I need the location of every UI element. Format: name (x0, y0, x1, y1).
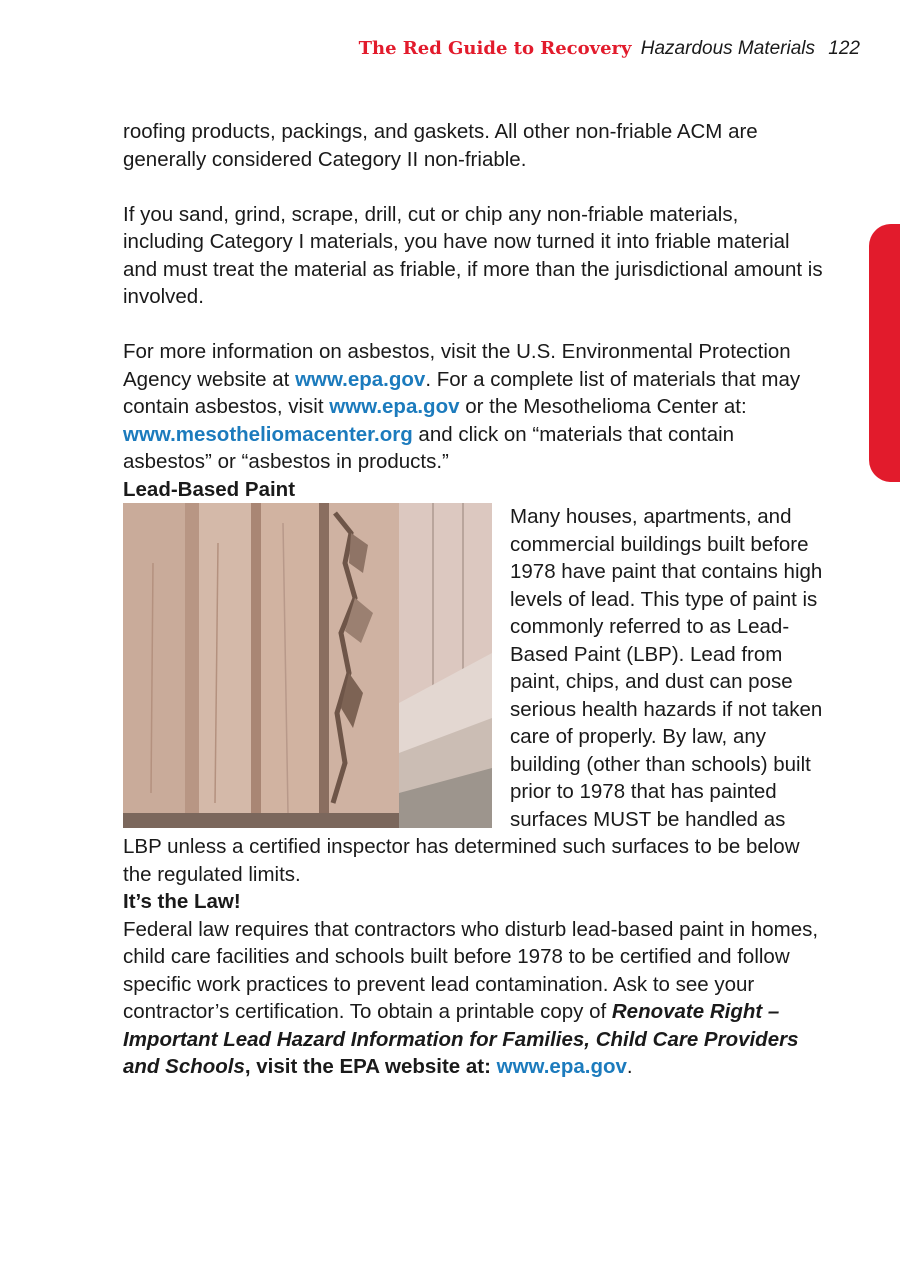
text-run: or the Mesothelioma Center at: (459, 395, 747, 418)
lead-paint-block (123, 503, 823, 888)
page-body (123, 118, 823, 1081)
epa-link[interactable]: www.epa.gov (496, 1055, 627, 1078)
text-run: Federal law requires that contractors who disturb lead-based paint in homes, child care facilities and schools built before 1978 to be certified and follow specific work practices to prevent lead contamination. Ask to see your contractor’s certification. To obtain a printable copy of (123, 917, 819, 1023)
paragraph-asbestos-info (123, 338, 823, 476)
lead-paint-heading: Lead-Based Paint (123, 477, 296, 501)
epa-link[interactable]: www.epa.gov (329, 395, 460, 418)
renovate-right-title: Renovate Right – Important Lead Hazard Information for Families, Child Care Providers and Schools (123, 1000, 799, 1078)
section-title: Hazardous Materials (640, 38, 816, 59)
text-run: . (626, 1055, 633, 1078)
guide-title: The Red Guide to Recovery (358, 38, 632, 59)
lead-paint-text: Many houses, apartments, and commercial buildings built before 1978 have paint that contains high levels of lead. This type of paint is commonly referred to as Lead-Based Paint (LBP). Lead from paint, chips, and dust can pose serious health hazards if not taken care of properly. By law, any building (other than schools) built prior to 1978 that has painted surfaces MUST be handled as LBP unless a certified inspector has determined such surfaces to be below the regulated limits. (123, 505, 823, 886)
paragraph-friable-warning: If you sand, grind, scrape, drill, cut or chip any non-friable materials, including Category I materials, you have now turned it into friable material and must treat the material as friable, if more than the jurisdictional amount is involved. (123, 202, 823, 308)
law-heading: It’s the Law! (123, 890, 241, 913)
epa-link[interactable]: www.epa.gov (295, 367, 426, 391)
paragraph-acm-categories: roofing products, packings, and gaskets. All other non-friable ACM are generally considered Category II non-friable. (123, 120, 758, 171)
peeling-paint-illustration (123, 503, 492, 828)
mesothelioma-link[interactable]: www.mesotheliomacenter.org (123, 422, 413, 446)
law-paragraph (123, 916, 823, 1081)
running-header (359, 36, 860, 62)
text-run: , visit the EPA website at: (244, 1055, 497, 1078)
page-number: 122 (828, 38, 860, 59)
peeling-paint-photo (123, 503, 492, 828)
chapter-tab (869, 224, 900, 482)
text-run: For more information on asbestos, visit the U.S. Environmental Protection Agency website at (123, 340, 791, 391)
text-run: . For a complete list of materials that may contain asbestos, visit (123, 367, 801, 418)
text-run: and click on “materials that contain asbestos” or “asbestos in products.” (123, 422, 735, 473)
